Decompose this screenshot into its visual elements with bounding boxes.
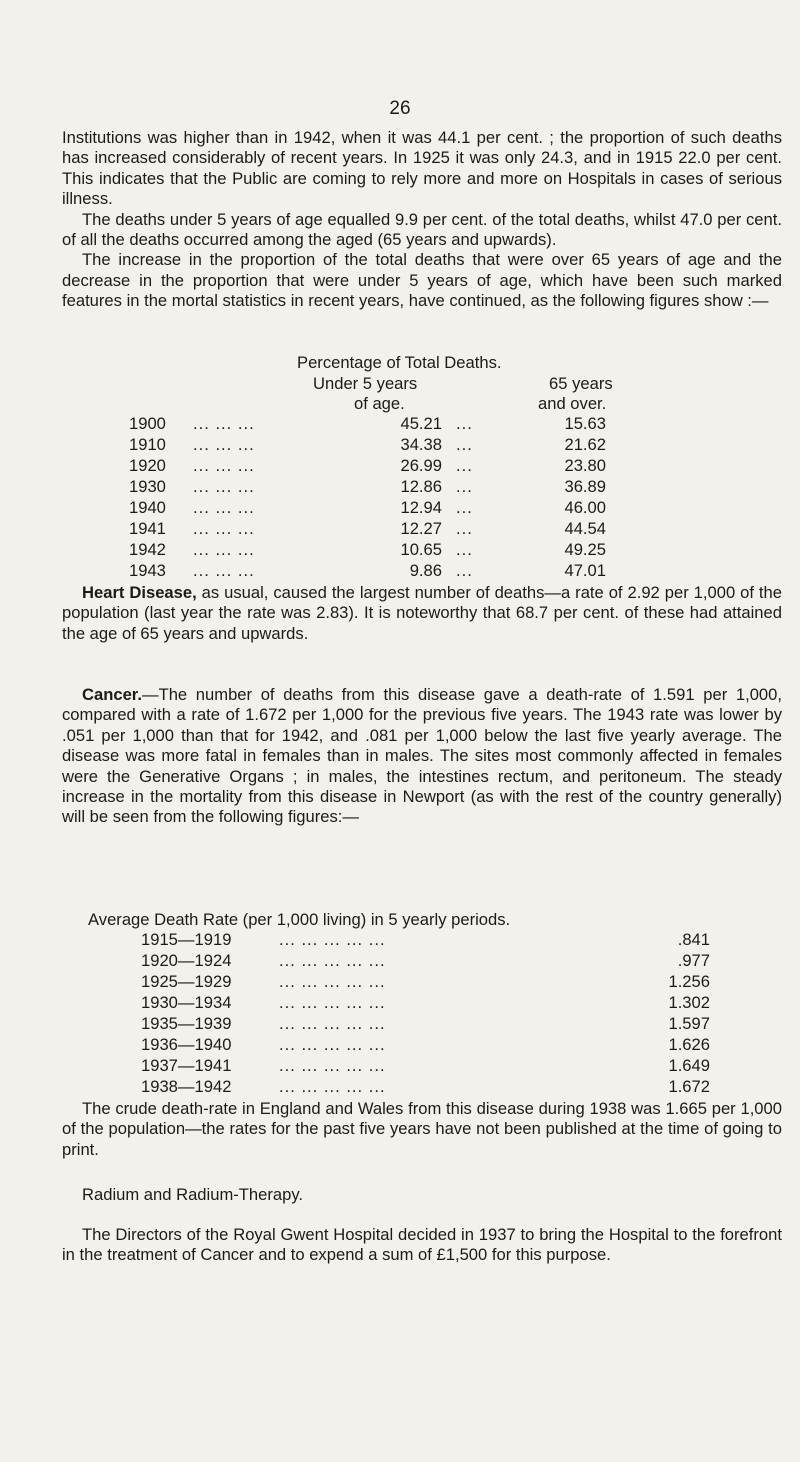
row-leader: ... ... ... [193,561,255,580]
row-sep: ... [456,498,473,517]
table-row [0,1056,800,1076]
table-row [0,972,800,992]
row-year: 1900 [129,414,166,433]
row-over65: 23.80 [564,456,606,475]
table1-col1-head1: Under 5 years [313,374,418,393]
table2-heading: Average Death Rate (per 1,000 living) in 5 yearly periods. [88,910,511,929]
paragraph-increase: The increase in the proportion of the total deaths that were over 65 years of age and the decrease in the proportion that were under 5 years of age, which have been such marked features in the mortal statistics in recent years, have continued, as the following figures show :— [62,250,782,311]
row-rate: 1.672 [668,1077,710,1096]
row-leader: ... ... ... ... ... [279,930,386,949]
page-number: 26 [389,98,411,119]
row-period: 1938—1942 [141,1077,232,1096]
paragraph-radium: The Directors of the Royal Gwent Hospital decided in 1937 to bring the Hospital to the forefront in the treatment of Cancer and to expend a sum of £1,500 for this purpose. [62,1225,782,1265]
paragraph-crude: The crude death-rate in England and Wales from this disease during 1938 was 1.665 per 1,000 of the population—the rates for the past five years have not been published at the time of going to print. [62,1099,782,1159]
heart-disease-paragraph [62,583,782,644]
row-sep: ... [456,519,473,538]
row-period: 1936—1940 [141,1035,232,1054]
crude-rate-paragraph [62,1099,782,1160]
row-leader: ... ... ... ... ... [279,951,386,970]
row-rate: .841 [677,930,710,949]
row-leader: ... ... ... [193,435,255,454]
row-sep: ... [456,561,473,580]
row-over65: 49.25 [564,540,606,559]
table1-col1-head2: of age. [354,394,405,413]
row-under5: 10.65 [400,540,442,559]
radium-heading: Radium and Radium-Therapy. [82,1185,304,1204]
cancer-lead: Cancer. [82,685,142,704]
row-over65: 36.89 [564,477,606,496]
row-leader: ... ... ... ... ... [279,972,386,991]
table1-col2-head2: and over. [538,394,607,413]
row-leader: ... ... ... ... ... [279,1077,386,1096]
row-leader: ... ... ... [193,519,255,538]
table-row [0,435,800,455]
row-over65: 47.01 [564,561,606,580]
row-rate: 1.626 [668,1035,710,1054]
row-under5: 9.86 [409,561,442,580]
table-row [0,1014,800,1034]
row-rate: 1.256 [668,972,710,991]
row-period: 1930—1934 [141,993,232,1012]
row-year: 1920 [129,456,166,475]
row-year: 1940 [129,498,166,517]
table-row [0,561,800,581]
row-leader: ... ... ... [193,414,255,433]
paragraph-under-five: The deaths under 5 years of age equalled 9.9 per cent. of the total deaths, whilst 47.0 per cent. of all the deaths occurred among the aged (65 years and upwards). [62,209,782,250]
row-under5: 45.21 [400,414,442,433]
table-row [0,1035,800,1055]
radium-section [62,1185,782,1205]
row-over65: 15.63 [564,414,606,433]
row-sep: ... [456,435,473,454]
radium-paragraph [62,1225,782,1266]
table-row [0,1077,800,1097]
intro-paragraphs [62,128,782,312]
row-over65: 44.54 [564,519,606,538]
paragraph-heart [62,583,782,644]
row-year: 1930 [129,477,166,496]
cancer-paragraph [62,685,782,828]
row-under5: 12.94 [400,498,442,517]
row-under5: 26.99 [400,456,442,475]
paragraph-cancer [62,685,782,828]
row-period: 1915—1919 [141,930,232,949]
cancer-text: —The number of deaths from this disease gave a death-rate of 1.591 per 1,000, compared with a rate of 1.672 per 1,000 for the previous five years. The 1943 rate was lower by .051 per 1,000 than that for 1942, and .081 per 1,000 below the last five yearly average. The disease was more fatal in females than in males. The sites most commonly affected in females were the Generative Organs ; in males, the intestines rectum, and peritoneum. The steady increase in the mortality from this disease in Newport (as with the rest of the country generally) will be seen from the following figures:— [62,685,782,827]
row-year: 1942 [129,540,166,559]
row-rate: .977 [677,951,710,970]
row-over65: 46.00 [564,498,606,517]
row-leader: ... ... ... [193,540,255,559]
heart-text: as usual, caused the largest number of deaths—a rate of 2.92 per 1,000 of the population (last year the rate was 2.83). It is noteworthy that 68.7 per cent. of these had attained the age of 65 years and upwards. [62,583,782,643]
row-period: 1937—1941 [141,1056,232,1075]
table-row [0,519,800,539]
table-row [0,930,800,950]
row-sep: ... [456,456,473,475]
row-under5: 12.86 [400,477,442,496]
table-row [0,498,800,518]
heart-lead: Heart Disease, [82,583,197,602]
row-leader: ... ... ... [193,456,255,475]
row-rate: 1.597 [668,1014,710,1033]
row-sep: ... [456,414,473,433]
row-sep: ... [456,477,473,496]
row-period: 1920—1924 [141,951,232,970]
table-row [0,477,800,497]
table-row [0,951,800,971]
row-year: 1910 [129,435,166,454]
row-leader: ... ... ... ... ... [279,1035,386,1054]
row-under5: 12.27 [400,519,442,538]
row-rate: 1.649 [668,1056,710,1075]
row-year: 1941 [129,519,166,538]
row-rate: 1.302 [668,993,710,1012]
row-year: 1943 [129,561,166,580]
row-period: 1935—1939 [141,1014,232,1033]
row-sep: ... [456,540,473,559]
row-leader: ... ... ... ... ... [279,1056,386,1075]
table1-heading: Percentage of Total Deaths. [297,353,502,372]
table-row [0,414,800,434]
row-leader: ... ... ... [193,498,255,517]
row-under5: 34.38 [400,435,442,454]
row-leader: ... ... ... [193,477,255,496]
table-row [0,993,800,1013]
row-leader: ... ... ... ... ... [279,993,386,1012]
row-over65: 21.62 [564,435,606,454]
row-period: 1925—1929 [141,972,232,991]
table-row [0,456,800,476]
table1-col2-head1: 65 years [549,374,613,393]
paragraph-institutions: Institutions was higher than in 1942, when it was 44.1 per cent. ; the proportion of such deaths has increased considerably of recent years. In 1925 it was only 24.3, and in 1915 22.0 per cent. This indicates that the Public are coming to rely more and more on Hospitals in cases of serious illness. [62,128,782,209]
row-leader: ... ... ... ... ... [279,1014,386,1033]
table-row [0,540,800,560]
